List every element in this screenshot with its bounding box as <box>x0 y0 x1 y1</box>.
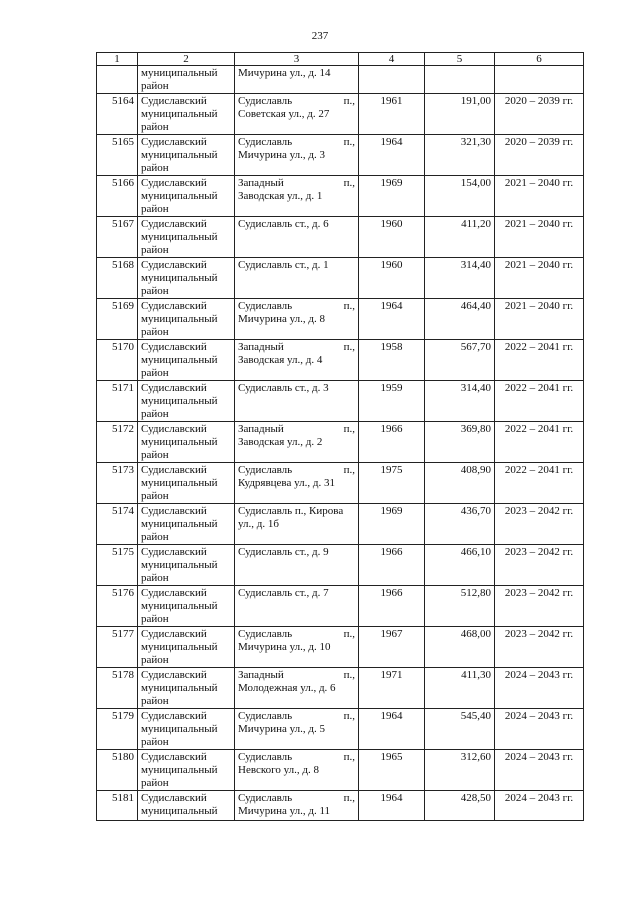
repair-period: 2024 – 2043 гг. <box>495 750 584 791</box>
repair-period: 2023 – 2042 гг. <box>495 586 584 627</box>
municipal-district: Судиславский муниципальный район <box>138 135 235 176</box>
area-value: 408,90 <box>425 463 495 504</box>
address-line-2: Кудрявцева ул., д. 31 <box>238 477 335 489</box>
address-locality-type: п., <box>343 464 355 476</box>
year: 1969 <box>359 176 425 217</box>
year: 1967 <box>359 627 425 668</box>
year: 1964 <box>359 791 425 821</box>
area-value: 312,60 <box>425 750 495 791</box>
year: 1964 <box>359 135 425 176</box>
housing-registry-table <box>96 52 584 821</box>
table-row <box>97 586 584 627</box>
table-row <box>97 422 584 463</box>
address-line-1 <box>238 587 355 600</box>
address <box>235 504 359 545</box>
address <box>235 299 359 340</box>
address-line-1 <box>238 218 355 231</box>
year: 1975 <box>359 463 425 504</box>
address-line-1 <box>238 136 355 149</box>
address-line-2: Молодежная ул., д. 6 <box>238 682 336 694</box>
row-number: 5172 <box>97 422 138 463</box>
address <box>235 94 359 135</box>
address-locality: Судиславль <box>238 95 293 107</box>
address-line-1 <box>238 95 355 108</box>
column-header: 5 <box>425 53 495 66</box>
address-locality: Судиславль <box>238 792 293 804</box>
address-locality: Судиславль <box>238 628 293 640</box>
repair-period: 2023 – 2042 гг. <box>495 627 584 668</box>
row-number: 5166 <box>97 176 138 217</box>
municipal-district: Судиславский муниципальный район <box>138 422 235 463</box>
table-row <box>97 94 584 135</box>
address-line-1 <box>238 546 355 559</box>
address-line-1 <box>238 341 355 354</box>
table-row <box>97 381 584 422</box>
repair-period: 2023 – 2042 гг. <box>495 545 584 586</box>
address-locality: Судиславль <box>238 136 293 148</box>
table-row <box>97 709 584 750</box>
area-value: 314,40 <box>425 258 495 299</box>
repair-period: 2022 – 2041 гг. <box>495 381 584 422</box>
address-line-2: Советская ул., д. 27 <box>238 108 330 120</box>
municipal-district: Судиславский муниципальный район <box>138 668 235 709</box>
municipal-district: Судиславский муниципальный район <box>138 463 235 504</box>
area-value: 545,40 <box>425 709 495 750</box>
address <box>235 709 359 750</box>
address-line-1 <box>238 300 355 313</box>
municipal-district: Судиславский муниципальный <box>138 791 235 821</box>
address <box>235 545 359 586</box>
address-line-1 <box>238 423 355 436</box>
row-number: 5179 <box>97 709 138 750</box>
address-line-2: Заводская ул., д. 1 <box>238 190 323 202</box>
table-row <box>97 463 584 504</box>
municipal-district: Судиславский муниципальный район <box>138 504 235 545</box>
municipal-district: Судиславский муниципальный район <box>138 709 235 750</box>
address-locality: Западный <box>238 423 284 435</box>
address <box>235 627 359 668</box>
address-line-2: ул., д. 1б <box>238 518 279 530</box>
address <box>235 422 359 463</box>
area-value: 428,50 <box>425 791 495 821</box>
repair-period: 2024 – 2043 гг. <box>495 668 584 709</box>
repair-period: 2022 – 2041 гг. <box>495 422 584 463</box>
address-line-2: Заводская ул., д. 2 <box>238 436 323 448</box>
municipal-district: Судиславский муниципальный район <box>138 176 235 217</box>
column-header: 4 <box>359 53 425 66</box>
year: 1960 <box>359 258 425 299</box>
address-locality: Судиславль <box>238 464 293 476</box>
address <box>235 668 359 709</box>
municipal-district: Судиславский муниципальный район <box>138 299 235 340</box>
area-value: 436,70 <box>425 504 495 545</box>
column-number-row <box>97 53 584 66</box>
year: 1966 <box>359 586 425 627</box>
table-row <box>97 258 584 299</box>
repair-period: 2020 – 2039 гг. <box>495 94 584 135</box>
municipal-district: Судиславский муниципальный район <box>138 545 235 586</box>
area-value: 154,00 <box>425 176 495 217</box>
address-locality: Судиславль <box>238 300 293 312</box>
address <box>235 217 359 258</box>
repair-period <box>495 66 584 94</box>
address-line-2: Мичурина ул., д. 11 <box>238 805 331 817</box>
address-locality-type: п., <box>343 710 355 722</box>
repair-period: 2021 – 2040 гг. <box>495 258 584 299</box>
address <box>235 381 359 422</box>
table-row-continuation <box>97 66 584 94</box>
area-value: 567,70 <box>425 340 495 381</box>
area-value: 191,00 <box>425 94 495 135</box>
address-line-1 <box>238 710 355 723</box>
municipal-district: Судиславский муниципальный район <box>138 340 235 381</box>
column-header: 6 <box>495 53 584 66</box>
address-line-1 <box>238 792 355 805</box>
table-row <box>97 135 584 176</box>
address-locality-type: п., <box>343 300 355 312</box>
address <box>235 258 359 299</box>
address <box>235 135 359 176</box>
address-locality: Западный <box>238 669 284 681</box>
repair-period: 2021 – 2040 гг. <box>495 176 584 217</box>
row-number: 5165 <box>97 135 138 176</box>
table-row <box>97 340 584 381</box>
repair-period: 2024 – 2043 гг. <box>495 791 584 821</box>
municipal-district: муниципальный район <box>138 66 235 94</box>
municipal-district: Судиславский муниципальный район <box>138 627 235 668</box>
table-row <box>97 791 584 821</box>
address-line-2: Мичурина ул., д. 3 <box>238 149 325 161</box>
municipal-district: Судиславский муниципальный район <box>138 750 235 791</box>
address-line-1 <box>238 669 355 682</box>
address-locality-type: п., <box>343 177 355 189</box>
municipal-district: Судиславский муниципальный район <box>138 94 235 135</box>
address-locality-type: п., <box>343 792 355 804</box>
address-locality: Судиславль <box>238 710 293 722</box>
municipal-district: Судиславский муниципальный район <box>138 586 235 627</box>
column-header: 2 <box>138 53 235 66</box>
area-value: 321,30 <box>425 135 495 176</box>
row-number: 5173 <box>97 463 138 504</box>
repair-period: 2022 – 2041 гг. <box>495 463 584 504</box>
area-value: 464,40 <box>425 299 495 340</box>
address <box>235 586 359 627</box>
row-number: 5178 <box>97 668 138 709</box>
row-number: 5175 <box>97 545 138 586</box>
address <box>235 463 359 504</box>
table-row <box>97 668 584 709</box>
year: 1964 <box>359 709 425 750</box>
table-row <box>97 217 584 258</box>
address <box>235 750 359 791</box>
address-line-2: Мичурина ул., д. 5 <box>238 723 325 735</box>
year: 1961 <box>359 94 425 135</box>
address-locality-type: п., <box>343 628 355 640</box>
repair-period: 2022 – 2041 гг. <box>495 340 584 381</box>
address-line-1 <box>238 177 355 190</box>
address-line-1 <box>238 464 355 477</box>
row-number: 5180 <box>97 750 138 791</box>
year: 1965 <box>359 750 425 791</box>
repair-period: 2021 – 2040 гг. <box>495 299 584 340</box>
row-number: 5167 <box>97 217 138 258</box>
municipal-district: Судиславский муниципальный район <box>138 217 235 258</box>
page-number: 237 <box>311 30 329 42</box>
repair-period: 2023 – 2042 гг. <box>495 504 584 545</box>
table-row <box>97 504 584 545</box>
repair-period: 2024 – 2043 гг. <box>495 709 584 750</box>
area-value <box>425 66 495 94</box>
address: Мичурина ул., д. 14 <box>235 66 359 94</box>
address-locality: Западный <box>238 341 284 353</box>
area-value: 411,20 <box>425 217 495 258</box>
address-locality: Судиславль ст., д. 1 <box>238 259 329 271</box>
row-number: 5181 <box>97 791 138 821</box>
address-locality: Судиславль <box>238 751 293 763</box>
address-locality: Судиславль п., Кирова <box>238 505 344 517</box>
address-locality-type: п., <box>343 423 355 435</box>
year <box>359 66 425 94</box>
table-row <box>97 176 584 217</box>
row-number: 5171 <box>97 381 138 422</box>
year: 1960 <box>359 217 425 258</box>
address <box>235 791 359 821</box>
row-number: 5177 <box>97 627 138 668</box>
table-row <box>97 545 584 586</box>
address-locality: Западный <box>238 177 284 189</box>
address-locality-type: п., <box>343 136 355 148</box>
address-locality: Судиславль ст., д. 7 <box>238 587 329 599</box>
address-locality-type: п., <box>343 669 355 681</box>
address <box>235 176 359 217</box>
area-value: 369,80 <box>425 422 495 463</box>
address-line-1 <box>238 505 355 518</box>
address-line-2: Мичурина ул., д. 8 <box>238 313 325 325</box>
address-line-2: Заводская ул., д. 4 <box>238 354 323 366</box>
row-number: 5170 <box>97 340 138 381</box>
repair-period: 2021 – 2040 гг. <box>495 217 584 258</box>
year: 1971 <box>359 668 425 709</box>
year: 1966 <box>359 545 425 586</box>
address-locality-type: п., <box>343 751 355 763</box>
address <box>235 340 359 381</box>
row-number: 5164 <box>97 94 138 135</box>
area-value: 468,00 <box>425 627 495 668</box>
row-number <box>97 66 138 94</box>
table-row <box>97 299 584 340</box>
address-locality: Судиславль ст., д. 6 <box>238 218 329 230</box>
municipal-district: Судиславский муниципальный район <box>138 381 235 422</box>
row-number: 5169 <box>97 299 138 340</box>
address-line-2: Невского ул., д. 8 <box>238 764 319 776</box>
address-line-1 <box>238 628 355 641</box>
address-locality-type: п., <box>343 95 355 107</box>
year: 1958 <box>359 340 425 381</box>
row-number: 5174 <box>97 504 138 545</box>
municipal-district: Судиславский муниципальный район <box>138 258 235 299</box>
column-header: 3 <box>235 53 359 66</box>
area-value: 314,40 <box>425 381 495 422</box>
area-value: 512,80 <box>425 586 495 627</box>
address-line-1 <box>238 751 355 764</box>
year: 1969 <box>359 504 425 545</box>
area-value: 411,30 <box>425 668 495 709</box>
year: 1966 <box>359 422 425 463</box>
row-number: 5176 <box>97 586 138 627</box>
table-row <box>97 750 584 791</box>
address-locality: Судиславль ст., д. 3 <box>238 382 329 394</box>
repair-period: 2020 – 2039 гг. <box>495 135 584 176</box>
area-value: 466,10 <box>425 545 495 586</box>
year: 1959 <box>359 381 425 422</box>
year: 1964 <box>359 299 425 340</box>
address-locality: Судиславль ст., д. 9 <box>238 546 329 558</box>
table-row <box>97 627 584 668</box>
address-line-1 <box>238 382 355 395</box>
address-locality-type: п., <box>343 341 355 353</box>
address-line-1 <box>238 259 355 272</box>
column-header: 1 <box>97 53 138 66</box>
address-line-2: Мичурина ул., д. 10 <box>238 641 331 653</box>
row-number: 5168 <box>97 258 138 299</box>
